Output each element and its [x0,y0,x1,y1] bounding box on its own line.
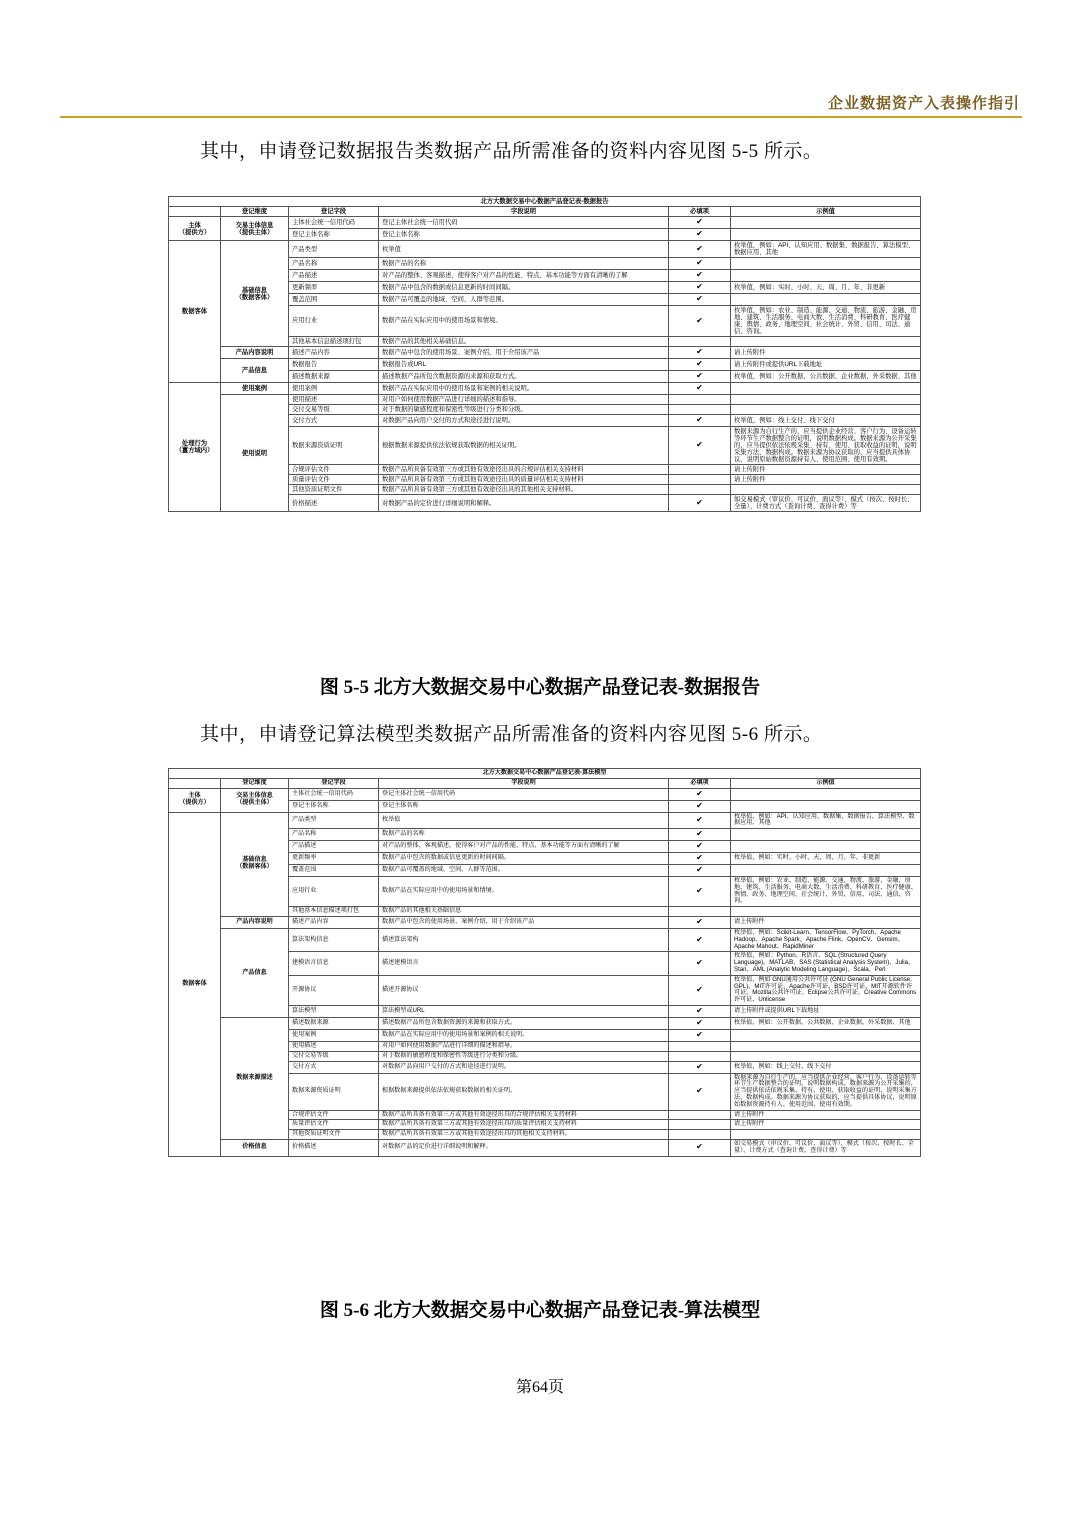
table-row [169,217,921,229]
field-description: 数据报告或URL [379,359,669,371]
required-checkbox [669,485,731,495]
sample-value [731,258,921,270]
registration-table-data-report [168,196,921,512]
row-group-label: 数据客体 [169,812,221,1156]
row-group-label: 主体 （提供方） [169,217,221,241]
table-title-row [169,769,921,779]
registration-field: 产品类型 [289,812,379,829]
table-row [169,928,921,951]
table-row [169,812,921,829]
sample-value: 数据来源为自行生产的，应当提供企业经营、客户行为、设备运转等环节生产数据整合的证明，说明数据构成。数据来源为公开采集的，应当提供依法依规采集、持有、使用、获取收益的证明，说明采集方法、数据构成。数据来源为协议获取的，应当提供具体协议，说明原始数据资源持有人、使用范围、使用有效期。 [731,1073,921,1110]
sample-value [731,270,921,282]
field-description: 数据产品中包含的使用场景、案例介绍，用于介绍该产品 [379,347,669,359]
sample-value [731,383,921,395]
column-header: 登记维度 [221,778,289,788]
field-description: 对于数据的敏感程度和保密性等级进行分类和分级。 [379,1051,669,1061]
required-checkbox [669,1051,731,1061]
required-checkbox [669,1130,731,1140]
required-checkbox [669,1110,731,1120]
registration-field: 产品描述 [289,841,379,853]
sample-value: 请上传附件 [731,1110,921,1120]
row-group-label: 数据客体 [169,241,221,383]
registration-field: 产品类型 [289,241,379,258]
registration-dimension: 基础信息 （数据客体） [221,812,289,917]
column-header: 登记维度 [221,207,289,217]
required-checkbox [669,465,731,475]
sample-value [731,788,921,800]
row-group-label: 主体 （提供方） [169,788,221,812]
required-checkbox: ✔ [669,841,731,853]
required-checkbox: ✔ [669,812,731,829]
registration-field: 登记主体名称 [289,800,379,812]
field-description: 对于数据的敏感程度和保密性等级进行分类和分级。 [379,405,669,415]
registration-field: 数据来源资质证明 [289,1073,379,1110]
field-description: 数据产品所具备有效第三方或其他有效途径出具的其他相关支持材料。 [379,1130,669,1140]
registration-field: 更新频率 [289,282,379,294]
sample-value [731,293,921,305]
required-checkbox: ✔ [669,241,731,258]
sample-value: 枚举值，例如：线上交付、线下交付 [731,1061,921,1073]
table-row [169,394,921,404]
table-row [169,788,921,800]
field-description: 算法模型或URL [379,1006,669,1018]
field-description: 数据产品可覆盖的地域、空间、人群等范围。 [379,865,669,877]
column-header: 字段说明 [379,207,669,217]
column-header: 必填项 [669,778,731,788]
sample-value: 请上传附件或提供URL下载地址 [731,359,921,371]
required-checkbox: ✔ [669,217,731,229]
field-description: 数据产品的名称 [379,258,669,270]
required-checkbox: ✔ [669,293,731,305]
sample-value: 枚举值，例如：Scikit-Learn、TensorFlow、PyTorch、Apache Hadoop、Apache Spark、Apache Flink、OpenCV、Gensim、Apache Mahout、RapidMiner [731,928,921,951]
registration-field: 合规评估文件 [289,1110,379,1120]
required-checkbox: ✔ [669,1006,731,1018]
required-checkbox: ✔ [669,788,731,800]
required-checkbox: ✔ [669,305,731,336]
registration-field: 应用行业 [289,876,379,906]
table-row [169,241,921,258]
field-description: 登记主体社会统一信用代码 [379,217,669,229]
field-description: 数据产品在实际应用中的使用场景和案例的相关说明。 [379,1030,669,1042]
sample-value: 枚举值，例如：实时、小时、天、周、月、年、非更新 [731,853,921,865]
registration-field: 覆盖范围 [289,865,379,877]
sample-value [731,405,921,415]
column-header-group [169,207,221,217]
field-description: 对产品的整体、客观描述，使得客户对产品的性能、特点、基本功能等方面有清晰的了解 [379,270,669,282]
field-description: 数据产品的其他相关基础信息 [379,907,669,917]
field-description: 数据产品在实际应用中的使用场景和案例的相关说明。 [379,383,669,395]
column-header: 字段说明 [379,778,669,788]
field-description: 对用户如何使用数据产品进行详细的描述和指导。 [379,1041,669,1051]
registration-field: 使用案例 [289,1030,379,1042]
column-header: 登记字段 [289,778,379,788]
field-description: 数据产品的其他相关基础信息。 [379,337,669,347]
required-checkbox [669,394,731,404]
sample-value [731,865,921,877]
registration-dimension: 产品内容说明 [221,917,289,929]
required-checkbox: ✔ [669,800,731,812]
registration-field: 应用行业 [289,305,379,336]
field-description: 描述开源协议 [379,975,669,1005]
sample-value [731,1041,921,1051]
registration-field: 数据来源资质证明 [289,427,379,465]
table-title: 北方大数据交易中心数据产品登记表-算法模型 [169,769,921,779]
registration-field: 价格描述 [289,495,379,512]
required-checkbox: ✔ [669,952,731,975]
registration-field: 主体社会统一信用代码 [289,788,379,800]
required-checkbox: ✔ [669,1073,731,1110]
table-row [169,1140,921,1157]
field-description: 对数据产品向用户交付的方式和途径进行说明。 [379,1061,669,1073]
table-row [169,383,921,395]
registration-field: 合规评估文件 [289,465,379,475]
figure-caption-5-6: 图 5-6 北方大数据交易中心数据产品登记表-算法模型 [319,1300,761,1321]
field-description: 描述数据产品所包含数据资源的来源和获取方式。 [379,371,669,383]
registration-field: 价格描述 [289,1140,379,1157]
required-checkbox [669,1120,731,1130]
field-description: 对产品的整体、客观描述，使得客户对产品的性能、特点、基本功能等方面有清晰的了解 [379,841,669,853]
required-checkbox [669,907,731,917]
required-checkbox: ✔ [669,865,731,877]
registration-field: 质量评估文件 [289,1120,379,1130]
sample-value: 枚举值，例如：API、认知应用、数据集、数据报告、算法模型、数据应用、其他 [731,241,921,258]
sample-value [731,1030,921,1042]
required-checkbox: ✔ [669,928,731,951]
paragraph-intro-2: 其中，申请登记算法模型类数据产品所需准备的资料内容见图 5-6 所示。 [200,724,823,745]
sample-value: 请上传附件 [731,475,921,485]
registration-field: 交付交易等级 [289,405,379,415]
sample-value [731,394,921,404]
registration-field: 其他基本信息描述项打包 [289,337,379,347]
sample-value: 请上传附件 [731,917,921,929]
registration-field: 描述数据来源 [289,1018,379,1030]
paragraph-intro-1: 其中，申请登记数据报告类数据产品所需准备的资料内容见图 5-5 所示。 [200,141,823,162]
field-description: 数据产品所具备有效第三方或其他有效途径出具的质量评估相关支持材料 [379,475,669,485]
registration-field: 交付方式 [289,1061,379,1073]
sample-value: 枚举值，例如：线上交付、线下交付 [731,415,921,427]
registration-field: 描述产品内容 [289,347,379,359]
row-group-label: 处理行为 （薑方域内） [169,383,221,512]
registration-field: 其他资质证明文件 [289,1130,379,1140]
field-description: 数据产品所具备有效第三方或其他有效途径出具的合规评估相关支持材料 [379,465,669,475]
required-checkbox: ✔ [669,229,731,241]
registration-field: 使用案例 [289,383,379,395]
registration-field: 算法架构信息 [289,928,379,951]
required-checkbox: ✔ [669,829,731,841]
field-description: 登记主体社会统一信用代码 [379,788,669,800]
field-description: 数据产品所具备有效第三方或其他有效途径出具的其他相关支持材料。 [379,485,669,495]
registration-dimension: 价格信息 [221,1140,289,1157]
required-checkbox: ✔ [669,258,731,270]
registration-field: 产品名称 [289,258,379,270]
sample-value: 枚举值，例如：公开数据、公共数据、企业数据、外采数据、其他 [731,1018,921,1030]
field-description: 对数据产品的定价进行详细说明和解释。 [379,495,669,512]
sample-value [731,337,921,347]
required-checkbox: ✔ [669,383,731,395]
field-description: 数据产品中包含的使用场景、案例介绍，用于介绍该产品 [379,917,669,929]
table-row [169,347,921,359]
required-checkbox: ✔ [669,853,731,865]
required-checkbox: ✔ [669,975,731,1005]
field-description: 数据产品在实际应用中的使用场景和情境。 [379,305,669,336]
registration-field: 登记主体名称 [289,229,379,241]
sample-value: 请上传附件 [731,1120,921,1130]
sample-value: 枚举值，例如：农业、制造、能源、交通、物流、旅游、金融、房地、建筑、生活服务、电商大数、生活消费、科研教育、医疗健康、舆情、政务、地理空间、社会统计、外贸、信用、司法、通信、咨询。 [731,305,921,336]
field-description: 登记主体名称 [379,229,669,241]
registration-field: 质量评估文件 [289,475,379,485]
column-header-group [169,778,221,788]
sample-value: 请上传附件 [731,347,921,359]
registration-field: 主体社会统一信用代码 [289,217,379,229]
registration-field: 产品描述 [289,270,379,282]
required-checkbox: ✔ [669,1140,731,1157]
sample-value: 枚举值，例如：API、认知应用、数据集、数据报告、算法模型、数据应用、其他 [731,812,921,829]
sample-value [731,829,921,841]
required-checkbox: ✔ [669,347,731,359]
registration-field: 使用描述 [289,1041,379,1051]
field-description: 描述算法架构 [379,928,669,951]
page-header-title: 企业数据资产入表操作指引 [827,95,1020,112]
required-checkbox: ✔ [669,876,731,906]
field-description: 数据产品可覆盖的地域、空间、人群等范围。 [379,293,669,305]
registration-field: 更新频率 [289,853,379,865]
required-checkbox: ✔ [669,371,731,383]
sample-value: 数据来源为自行生产的，应当提供企业经营、客户行为、设备运转等环节生产数据整合的证明，说明数据构成。数据来源为公开采集的，应当提供依法依规采集、持有、使用、获取收益的证明，说明采集方法、数据构成。数据来源为协议获取的，应当提供具体协议，说明原始数据资源持有人、使用范围、使用有效期。 [731,427,921,465]
required-checkbox: ✔ [669,427,731,465]
registration-dimension: 使用案例 [221,383,289,395]
table-title-row [169,197,921,207]
table-row [169,917,921,929]
required-checkbox: ✔ [669,917,731,929]
registration-dimension: 基础信息 （数据客体） [221,241,289,347]
table-header-row [169,778,921,788]
sample-value [731,1130,921,1140]
required-checkbox [669,337,731,347]
table-row [169,359,921,371]
field-description: 对数据产品的定价进行详细说明和解释。 [379,1140,669,1157]
registration-field: 开源协议 [289,975,379,1005]
required-checkbox: ✔ [669,415,731,427]
sample-value: 如交易模式（审议价、可议价、面议等）、模式（按次、按时长、全量）、计费方式（查询计费、查得计费）等 [731,1140,921,1157]
field-description: 数据产品所具备有效第三方或其他有效途径出具的合规评估相关支持材料 [379,1110,669,1120]
registration-field: 算法模型 [289,1006,379,1018]
registration-field: 其他资质证明文件 [289,485,379,495]
table-header-row [169,207,921,217]
sample-value: 枚举值，例如：实时、小时、天、周、月、年、非更新 [731,282,921,294]
table-row [169,1018,921,1030]
field-description: 根据数据来源提供依法依规获取数据的相关证明。 [379,1073,669,1110]
registration-field: 建模语言信息 [289,952,379,975]
column-header: 示例值 [731,207,921,217]
field-description: 数据产品的名称 [379,829,669,841]
registration-field: 产品名称 [289,829,379,841]
field-description: 数据产品中包含的数据或信息更新的时间间隔。 [379,282,669,294]
sample-value [731,217,921,229]
registration-field: 其他基本信息描述项打包 [289,907,379,917]
sample-value [731,907,921,917]
sample-value [731,800,921,812]
required-checkbox: ✔ [669,1061,731,1073]
registration-table-algorithm-model [168,768,921,1157]
field-description: 描述建模语言 [379,952,669,975]
registration-dimension: 产品信息 [221,359,289,383]
sample-value: 枚举值，例如：农业、制造、能源、交通、物流、旅游、金融、房地、建筑、生活服务、电商大数、生活消费、科研教育、医疗健康、舆情、政务、地理空间、社会统计、外贸、信用、司法、通信、咨询。 [731,876,921,906]
sample-value [731,229,921,241]
sample-value: 如交易模式（审议价、可议价、面议等）、模式（按次、按时长、全量）、计费方式（查询计费、查得计费）等 [731,495,921,512]
registration-field: 覆盖范围 [289,293,379,305]
registration-field: 交付方式 [289,415,379,427]
field-description: 根据数据来源提供依法依规获取数据的相关证明。 [379,427,669,465]
field-description: 数据产品在实际应用中的使用场景和情境。 [379,876,669,906]
sample-value: 枚举值，例如：Python、R语言、SQL (Structured Query Language)、MATLAB、SAS (Statistical Analysis System)、Julia、Stan、AML (Analytic Modeling Language)、Scala、Perl [731,952,921,975]
sample-value: 请上传附件或提供URL下载地址 [731,1006,921,1018]
column-header: 登记字段 [289,207,379,217]
sample-value: 枚举值，例如 GNU通用公共许可证 (GNU General Public License, GPL)、MIT许可证、Apache许可证、BSD许可证、MIT开源软件许可证、Mozilla公共许可证、Eclipse公共许可证、Creative Commons许可证、Unlicense [731,975,921,1005]
registration-dimension: 产品内容说明 [221,347,289,359]
column-header: 必填项 [669,207,731,217]
registration-field: 交付交易等级 [289,1051,379,1061]
required-checkbox: ✔ [669,282,731,294]
column-header: 示例值 [731,778,921,788]
required-checkbox [669,475,731,485]
field-description: 登记主体名称 [379,800,669,812]
required-checkbox: ✔ [669,270,731,282]
registration-dimension: 交易主体信息 （提供主体） [221,788,289,812]
field-description: 枚举值 [379,812,669,829]
field-description: 对数据产品向用户交付的方式和途径进行说明。 [379,415,669,427]
required-checkbox: ✔ [669,495,731,512]
required-checkbox: ✔ [669,1018,731,1030]
required-checkbox [669,405,731,415]
sample-value: 请上传附件 [731,465,921,475]
registration-dimension: 产品信息 [221,928,289,1017]
field-description: 描述数据产品所包含数据资源的来源和获取方式。 [379,1018,669,1030]
registration-field: 描述产品内容 [289,917,379,929]
registration-field: 使用描述 [289,394,379,404]
required-checkbox [669,1041,731,1051]
field-description: 枚举值 [379,241,669,258]
sample-value: 枚举值，例如：公开数据、公共数据、企业数据、外采数据、其他 [731,371,921,383]
sample-value [731,485,921,495]
table-title: 北方大数据交易中心数据产品登记表-数据报告 [169,197,921,207]
field-description: 数据产品中包含的数据或信息更新的时间间隔。 [379,853,669,865]
registration-dimension: 数据来源描述 [221,1018,289,1140]
field-description: 对用户如何使用数据产品进行详细的描述和指导。 [379,394,669,404]
required-checkbox: ✔ [669,359,731,371]
figure-caption-5-5: 图 5-5 北方大数据交易中心数据产品登记表-数据报告 [319,677,761,698]
field-description: 数据产品所具备有效第三方或其他有效途径出具的质量评估相关支持材料 [379,1120,669,1130]
registration-field: 数据报告 [289,359,379,371]
registration-dimension: 交易主体信息 （提供主体） [221,217,289,241]
registration-dimension: 使用说明 [221,394,289,512]
required-checkbox: ✔ [669,1030,731,1042]
sample-value [731,841,921,853]
registration-field: 描述数据来源 [289,371,379,383]
header-divider [60,116,1022,118]
page-number: 第64页 [515,1379,564,1396]
sample-value [731,1051,921,1061]
